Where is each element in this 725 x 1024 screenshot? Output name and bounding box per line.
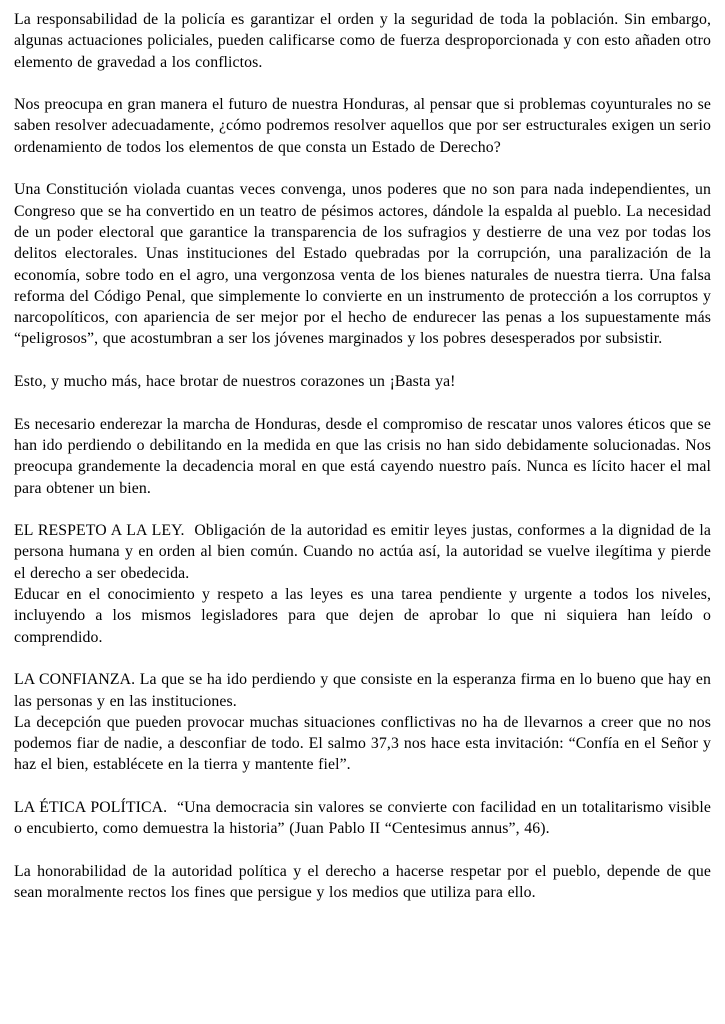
paragraph-la-etica-politica: LA ÉTICA POLÍTICA. “Una democracia sin valores se convierte con facilidad en un totalitarismo visible o encubierto, como demuestra la historia” (Juan Pablo II “Centesimus annus”, 46). [14, 798, 711, 838]
paragraph-enderezar-marcha: Es necesario enderezar la marcha de Honduras, desde el compromiso de rescatar unos valores éticos que se han ido perdiendo o debilitando en la medida en que las crisis no han sido debidamente solucionadas. Nos preocupa grandemente la decadencia moral en que está cayendo nuestro país. Nunca es lícito hacer el mal para obtener un bien. [14, 415, 711, 497]
paragraph-future-of-honduras: Nos preocupa en gran manera el futuro de nuestra Honduras, al pensar que si problemas coyunturales no se saben resolver adecuadamente, ¿cómo podremos resolver aquellos que por ser estructurales exigen un serio ordenamiento de todos los elementos de que consta un Estado de Derecho? [14, 96, 711, 156]
paragraph-educar-leyes: Educar en el conocimiento y respeto a las leyes es una tarea pendiente y urgente a todos los niveles, incluyendo a los mismos legisladores para que dejen de aprobar lo que ni siquiera han leído o comprendido. [14, 586, 711, 646]
paragraph-el-respeto-a-la-ley: EL RESPETO A LA LEY. Obligación de la autoridad es emitir leyes justas, conformes a la dignidad de la persona humana y en orden al bien común. Cuando no actúa así, la autoridad se vuelve ilegítima y pierde el derecho a ser obedecida. [14, 522, 711, 582]
paragraph-constitution-violations: Una Constitución violada cuantas veces convenga, unos poderes que no son para nada independientes, un Congreso que se ha convertido en un teatro de pésimos actores, dándole la espalda al pueblo. La necesidad de un poder electoral que garantice la transparencia de los sufragios y destierre de una vez por todas los delitos electorales. Unas instituciones del Estado quebradas por la corrupción, una paralización de la economía, sobre todo en el agro, una vergonzosa venta de los bienes naturales de nuestra tierra. Una falsa reforma del Código Penal, que simplemente lo convierte en un instrumento de protección a los corruptos y narcopolíticos, con apariencia de ser mejor por el hecho de endurecer las penas a los supuestamente más “peligrosos”, que acostumbran a ser los jóvenes marginados y los pobres desesperados por subsistir. [14, 181, 711, 348]
paragraph-basta-ya: Esto, y mucho más, hace brotar de nuestros corazones un ¡Basta ya! [14, 373, 456, 391]
paragraph-police-responsibility: La responsabilidad de la policía es garantizar el orden y la seguridad de toda la población. Sin embargo, algunas actuaciones policiales, pueden calificarse como de fuerza desproporcionada y con esto añaden otro elemento de gravedad a los conflictos. [14, 11, 711, 71]
paragraph-la-confianza: LA CONFIANZA. La que se ha ido perdiendo y que consiste en la esperanza firma en lo bueno que hay en las personas y en las instituciones. [14, 671, 711, 710]
paragraph-honorabilidad-autoridad: La honorabilidad de la autoridad política y el derecho a hacerse respetar por el pueblo, depende de que sean moralmente rectos los fines que persigue y los medios que utiliza para ello. [14, 862, 711, 902]
paragraph-la-decepcion-salmo: La decepción que pueden provocar muchas situaciones conflictivas no ha de llevarnos a creer que no nos podemos fiar de nadie, a desconfiar de todo. El salmo 37,3 nos hace esta invitación: “Confía en el Señor y haz el bien, establécete en la tierra y mantente fiel”. [14, 713, 711, 774]
